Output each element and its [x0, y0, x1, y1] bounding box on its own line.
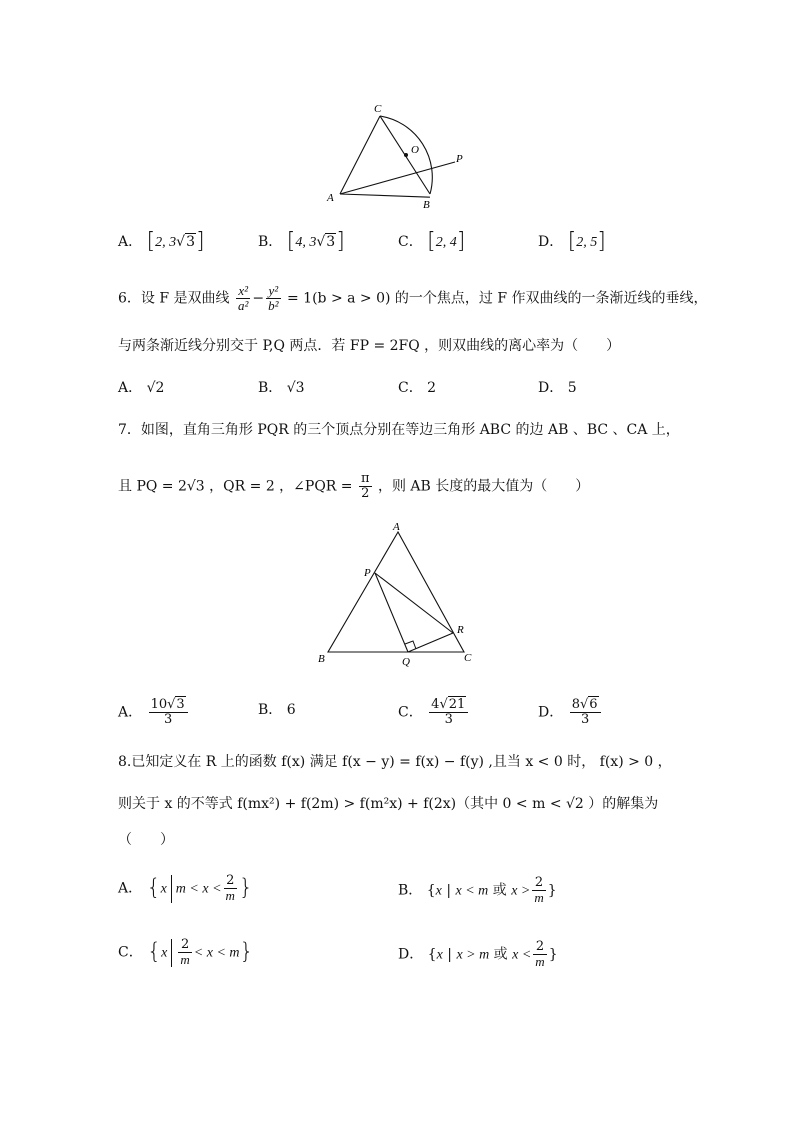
label-C: C — [464, 652, 472, 664]
q6-line2: 与两条渐近线分别交于 P,Q 两点．若 FP = 2FQ ，则双曲线的离心率为（ ） — [118, 338, 621, 354]
q5-option-d: D． [2, 5] — [538, 229, 606, 254]
q7-option-a: A． $\frac{10√3}{3}$ — [118, 698, 190, 727]
q7-option-c: C． $\frac{4√21}{3}$ — [398, 698, 470, 727]
q6-option-d: D． 5 — [538, 380, 577, 396]
label-Q: Q — [402, 656, 410, 668]
q7-line2: 且 PQ = 2√3 ，QR = 2 ，∠PQR = $\frac{\pi}{2}$ ，则 AB 长度的最大值为（ ） — [118, 471, 590, 501]
label-B: B — [318, 653, 325, 665]
q6-line1: 6．设 F 是双曲线 $\frac{\text{x²}}{\text{a²}}$ − $\frac{\text{y²}}{\text{b²}}$ = 1(b > a > 0) 的一个焦点，过 F 作双曲线的一条渐近线的垂线， — [118, 283, 708, 313]
figure-circle-triangle — [320, 98, 480, 216]
q8-option-b: B． {x | x < m 或 x > $\frac{2}{m}$ } — [398, 875, 557, 905]
q6-option-c: C． 2 — [398, 380, 437, 396]
q5-option-b: B． [4, 3√3] — [258, 229, 345, 254]
q6-option-a: A． √2 — [118, 380, 165, 396]
q7-option-d: D． $\frac{8√6}{3}$ — [538, 698, 603, 727]
label-R: R — [457, 624, 464, 636]
q8-option-a: A． {x m < x < $\frac{2}{m}$ } — [118, 873, 253, 903]
q7-option-b: B． 6 — [258, 702, 296, 718]
figure-equilateral-triangle — [312, 518, 482, 670]
q8-line3: （ ） — [118, 832, 174, 848]
q5-option-c: C． [2, 4] — [398, 229, 466, 254]
label-P: P — [456, 153, 463, 165]
label-B: B — [423, 199, 430, 211]
label-C: C — [374, 103, 382, 115]
label-A: A — [393, 521, 400, 533]
q8-line2: 则关于 x 的不等式 f(mx²) + f(2m) > f(m²x) + f(2x)（其中 0 < m < √2 ）的解集为 — [118, 796, 659, 812]
q6-option-b: B． √3 — [258, 380, 305, 396]
label-O: O — [411, 144, 419, 156]
q5-option-a: A． [2, 3√3] — [118, 229, 205, 254]
q8-line1: 8.已知定义在 R 上的函数 f(x) 满足 f(x − y) = f(x) − f(y) ,且当 x < 0 时， f(x) > 0 ， — [118, 754, 672, 770]
q8-option-d: D． {x | x > m 或 x < $\frac{2}{m}$ } — [398, 939, 558, 969]
label-A: A — [327, 192, 334, 204]
q7-line1: 7．如图，直角三角形 PQR 的三个顶点分别在等边三角形 ABC 的边 AB 、BC 、CA 上， — [118, 422, 680, 438]
q8-option-c: C． {x $\frac{2}{m}$ < x < m} — [118, 937, 254, 967]
label-P: P — [364, 567, 371, 579]
